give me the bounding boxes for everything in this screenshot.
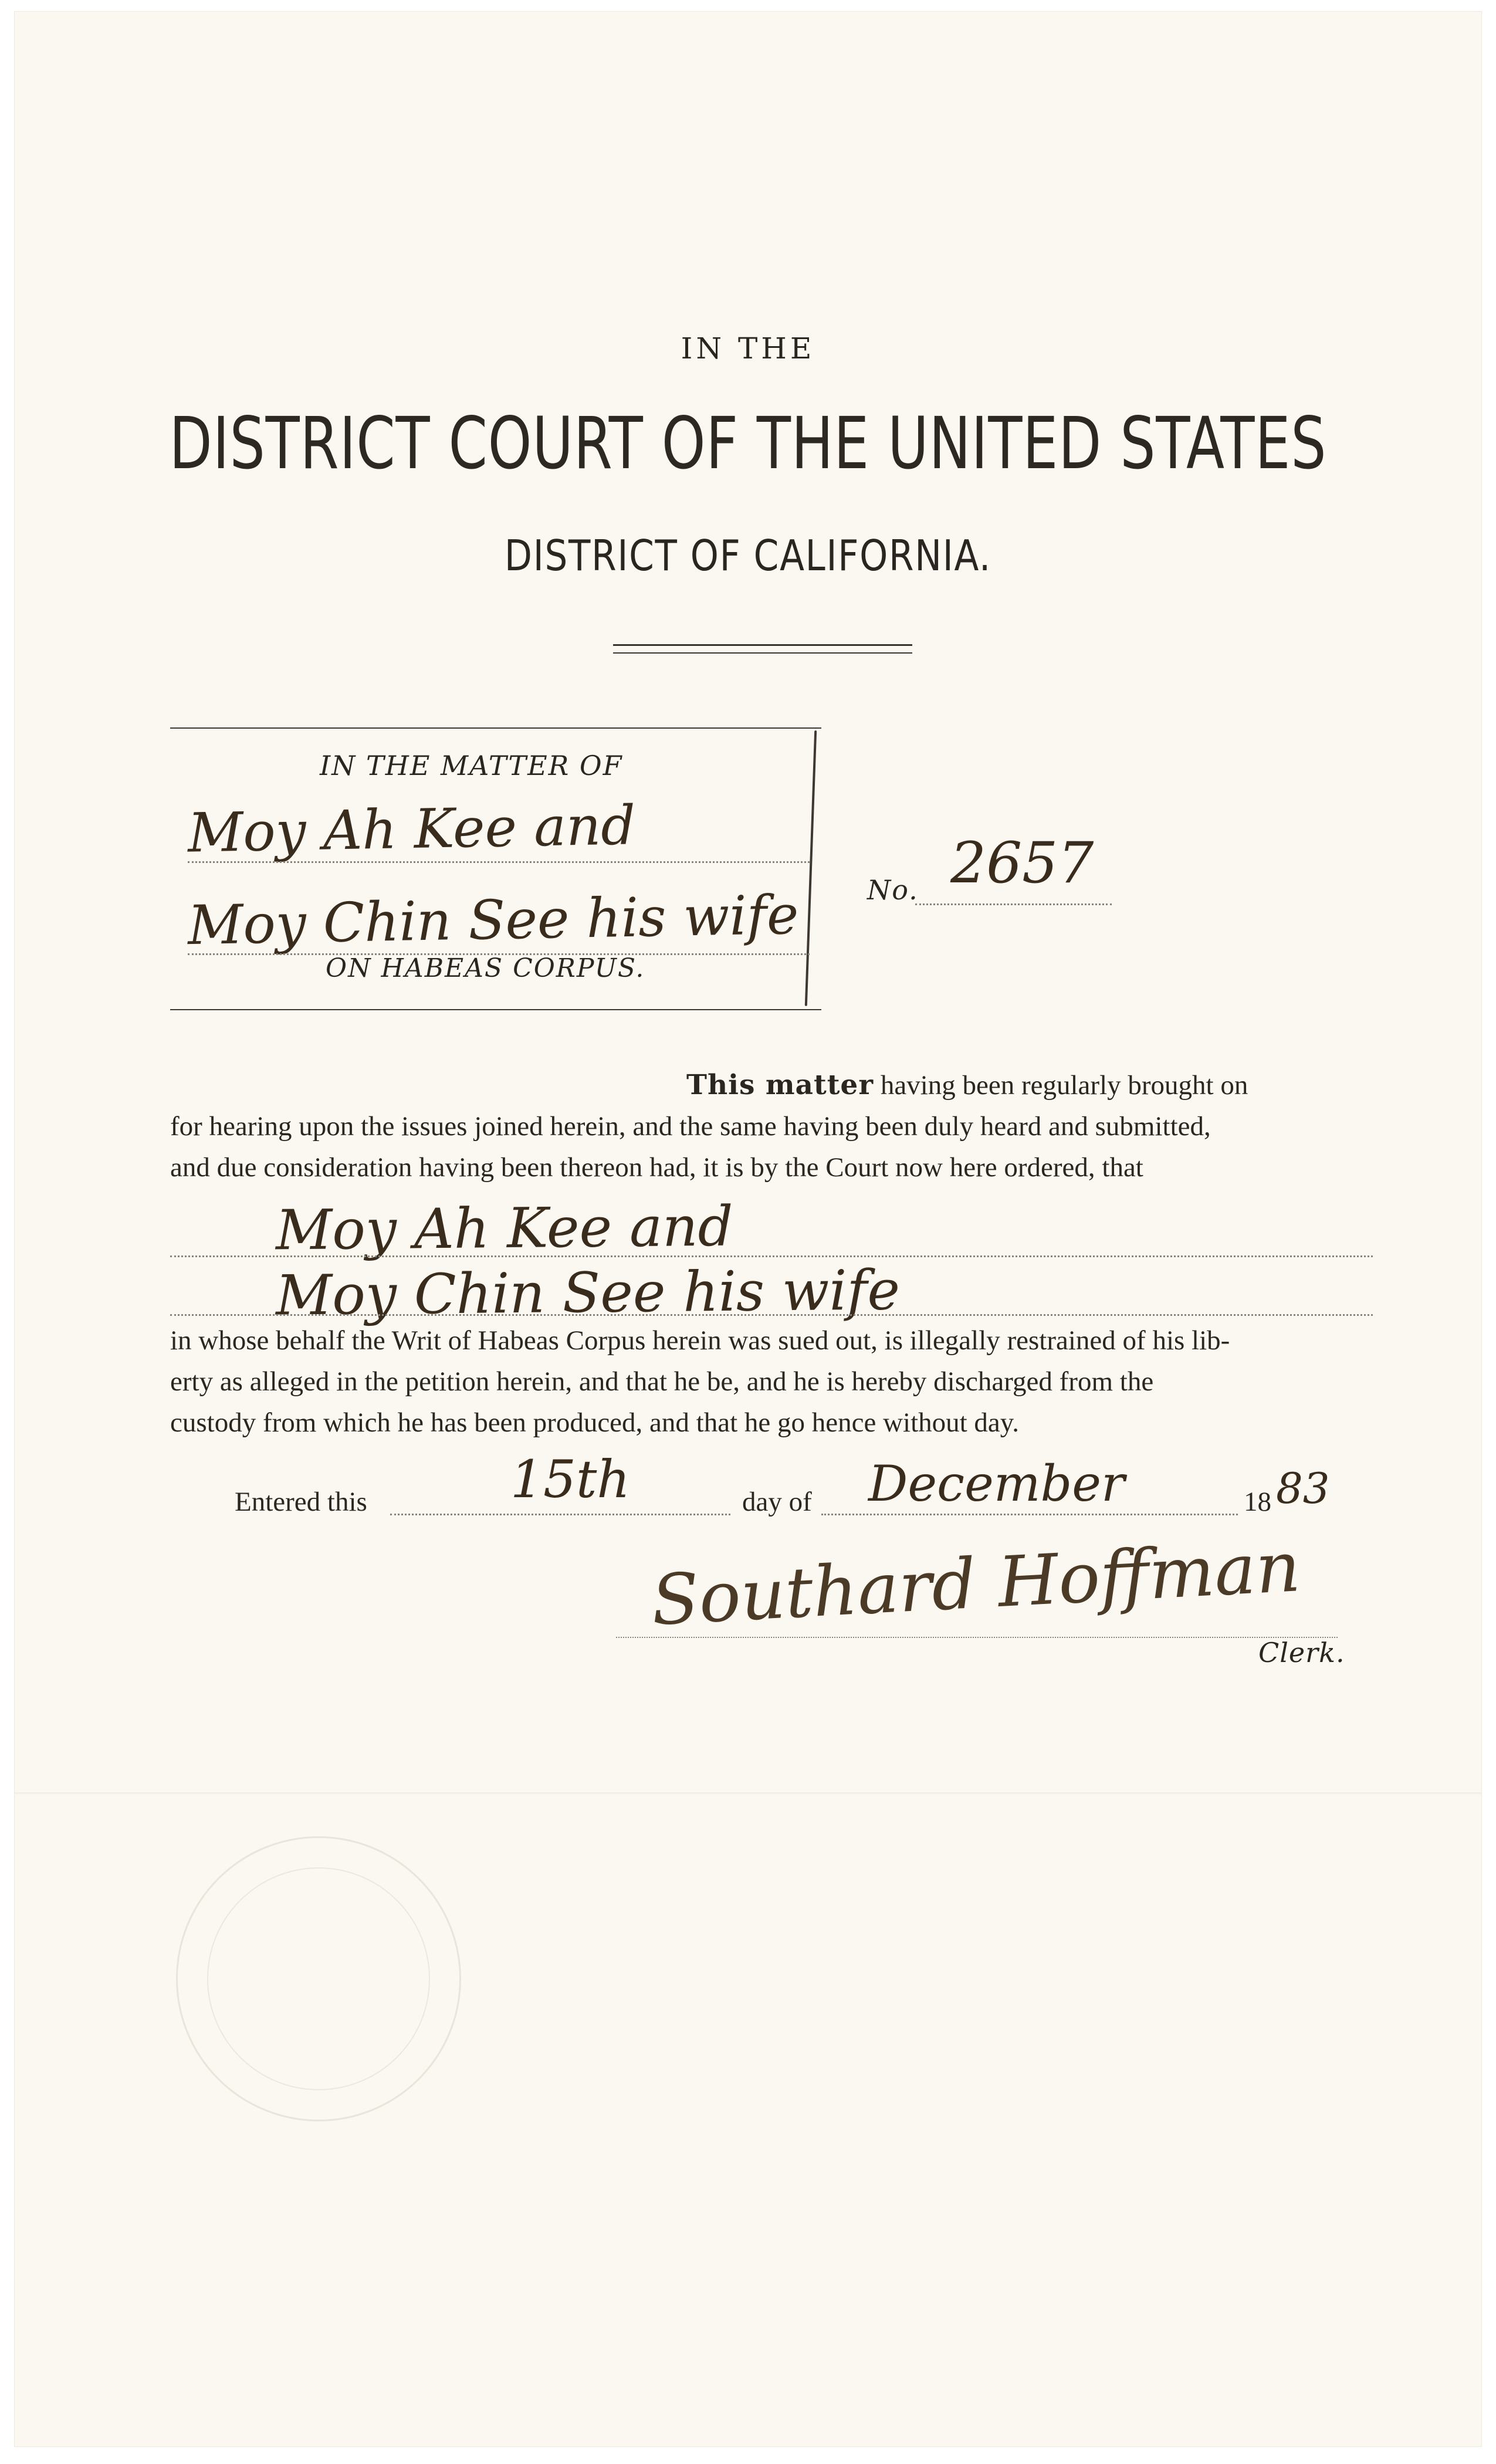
year-prefix: 18 bbox=[1244, 1487, 1271, 1517]
day-of-label: day of bbox=[742, 1487, 812, 1517]
order-line-5: erty as alleged in the petition herein, and that he be, and he is hereby discharged from the bbox=[170, 1366, 1154, 1397]
entered-day-dotline bbox=[390, 1514, 730, 1515]
caption-dotline-1 bbox=[188, 861, 810, 863]
header-rule-top bbox=[613, 644, 912, 646]
case-number-value: 2657 bbox=[950, 830, 1094, 896]
order-line-1 bbox=[686, 1065, 1248, 1106]
caption-in-matter: IN THE MATTER OF bbox=[320, 750, 623, 781]
fold-crease bbox=[15, 1792, 1481, 1794]
order-line-2: for hearing upon the issues joined herein, and the same having been duly heard and submitted, bbox=[170, 1111, 1211, 1142]
year-suffix: 83 bbox=[1276, 1464, 1330, 1513]
order-line-3: and due consideration having been thereon had, it is by the Court now here ordered, that bbox=[170, 1152, 1143, 1183]
order-names-line1: Moy Ah Kee and bbox=[275, 1194, 734, 1263]
order-dotline-1 bbox=[170, 1255, 1373, 1257]
header-rule-bottom bbox=[613, 652, 912, 654]
entered-month-value: December bbox=[868, 1455, 1125, 1512]
order-dotline-2 bbox=[170, 1314, 1373, 1316]
caption-party-line2: Moy Chin See his wife bbox=[187, 883, 800, 957]
entered-day-value: 15th bbox=[510, 1449, 631, 1509]
order-lead: This matter bbox=[686, 1069, 874, 1101]
clerk-signature: Southard Hoffman bbox=[649, 1526, 1302, 1641]
entered-label: Entered this bbox=[235, 1487, 367, 1517]
order-names-line2: Moy Chin See his wife bbox=[275, 1258, 901, 1328]
case-number-dotline bbox=[915, 903, 1112, 905]
header-in-the: IN THE bbox=[681, 331, 815, 365]
caption-habeas: ON HABEAS CORPUS. bbox=[326, 953, 645, 983]
order-line-4: in whose behalf the Writ of Habeas Corpus herein was sued out, is illegally restrained of his lib- bbox=[170, 1325, 1230, 1356]
court-title: DISTRICT COURT OF THE UNITED STATES bbox=[169, 402, 1327, 485]
caption-party-line1: Moy Ah Kee and bbox=[187, 794, 637, 865]
order-line1-rest: having been regularly brought on bbox=[880, 1070, 1248, 1101]
clerk-title: Clerk. bbox=[1258, 1637, 1345, 1668]
embossed-seal bbox=[176, 1836, 461, 2121]
case-number-label: No. bbox=[867, 874, 919, 906]
order-line-6: custody from which he has been produced, and that he go hence without day. bbox=[170, 1407, 1019, 1438]
caption-top-rule bbox=[170, 727, 821, 729]
entered-month-dotline bbox=[821, 1514, 1238, 1515]
district-title: DISTRICT OF CALIFORNIA. bbox=[504, 531, 992, 580]
signature-dotline bbox=[616, 1637, 1338, 1638]
caption-bottom-rule bbox=[170, 1009, 821, 1010]
